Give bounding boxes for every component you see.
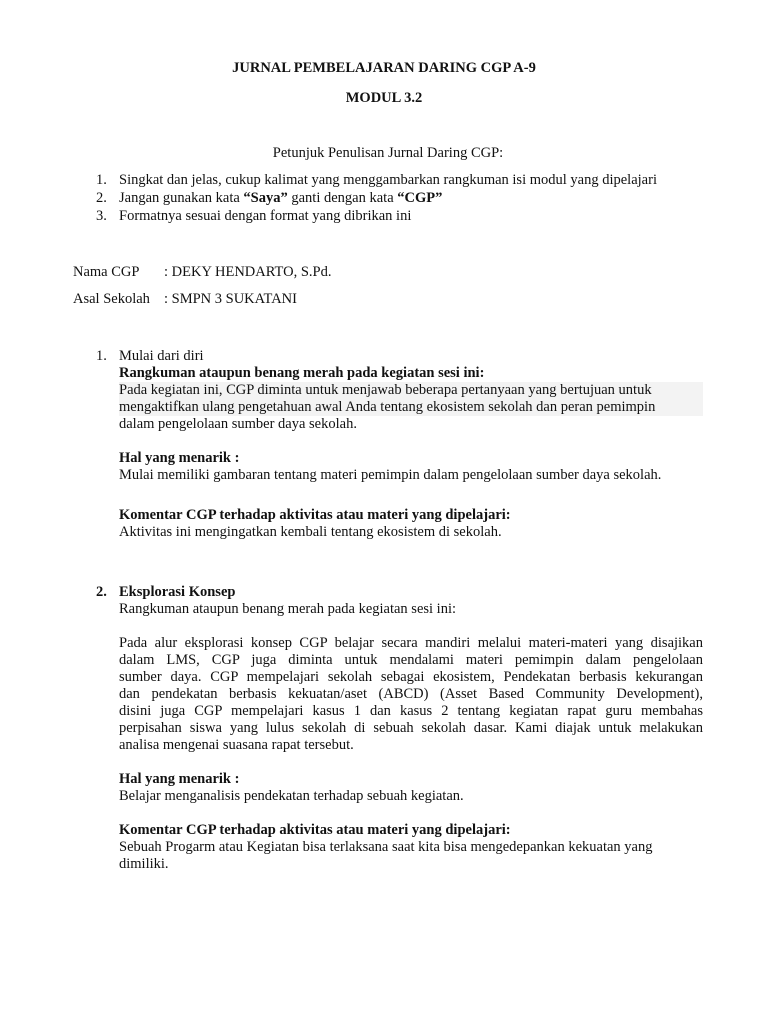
summary-line: disini juga CGP mempelajari kasus 1 dan kasus 2 tentang kegiatan rapat guru membahas bbox=[119, 703, 703, 719]
instruction-keyword-saya: “Saya” bbox=[243, 190, 288, 206]
list-number: 1. bbox=[96, 172, 107, 188]
comment-label: Komentar CGP terhadap aktivitas atau materi yang dipelajari: bbox=[119, 822, 511, 838]
summary-line: dan pendekatan berbasis kekuatan/aset (ABCD) (Asset Based Community Development), bbox=[119, 686, 703, 702]
instruction-item bbox=[96, 172, 716, 190]
section-number: 1. bbox=[96, 348, 107, 364]
summary-line: Pada kegiatan ini, CGP diminta untuk menjawab beberapa pertanyaan yang bertujuan untuk bbox=[119, 382, 703, 399]
list-number: 2. bbox=[96, 190, 107, 206]
comment-label: Komentar CGP terhadap aktivitas atau materi yang dipelajari: bbox=[119, 507, 511, 523]
list-number: 3. bbox=[96, 208, 107, 224]
instruction-text-mid: ganti dengan kata bbox=[287, 190, 398, 206]
summary-label: Rangkuman ataupun benang merah pada kegiatan sesi ini: bbox=[119, 365, 485, 381]
summary-line: sumber daya. CGP mempelajari sekolah sebagai ekosistem, Pendekatan berbasis kekurangan bbox=[119, 669, 703, 685]
section-mulai-dari-diri bbox=[119, 348, 703, 541]
interesting-label: Hal yang menarik : bbox=[119, 771, 240, 787]
school-label: Asal Sekolah bbox=[73, 291, 150, 307]
school-row bbox=[73, 291, 297, 308]
instruction-text bbox=[119, 190, 442, 208]
instruction-text-pre: Jangan gunakan kata bbox=[119, 190, 244, 206]
section-number: 2. bbox=[96, 584, 107, 600]
instruction-text: Formatnya sesuai dengan format yang dibrikan ini bbox=[119, 208, 412, 224]
section-heading: Eksplorasi Konsep bbox=[119, 584, 236, 600]
instructions-title: Petunjuk Penulisan Jurnal Daring CGP: bbox=[272, 145, 504, 161]
section-heading: Mulai dari diri bbox=[119, 348, 204, 364]
interesting-text: Belajar menganalisis pendekatan terhadap sebuah kegiatan. bbox=[119, 788, 464, 804]
instruction-keyword-cgp: “CGP” bbox=[397, 190, 443, 206]
document-title: JURNAL PEMBELAJARAN DARING CGP A-9 bbox=[232, 60, 536, 76]
instruction-item bbox=[96, 190, 716, 208]
module-title: MODUL 3.2 bbox=[345, 90, 423, 106]
school-value: : SMPN 3 SUKATANI bbox=[164, 291, 297, 307]
cgp-name-label: Nama CGP bbox=[73, 264, 140, 280]
cgp-name-row bbox=[73, 264, 332, 281]
summary-line: analisa mengenai suasana rapat tersebut. bbox=[119, 737, 354, 753]
summary-label: Rangkuman ataupun benang merah pada kegiatan sesi ini: bbox=[119, 601, 457, 617]
summary-line: dalam LMS, CGP juga diminta untuk mendalami materi pemimpin dalam pengelolaan bbox=[119, 652, 703, 668]
instruction-text: Singkat dan jelas, cukup kalimat yang menggambarkan rangkuman isi modul yang dipelajari bbox=[119, 172, 657, 188]
comment-text: Sebuah Progarm atau Kegiatan bisa terlaksana saat kita bisa mengedepankan kekuatan yang bbox=[119, 839, 653, 855]
summary-line: dalam pengelolaan sumber daya sekolah. bbox=[119, 416, 357, 432]
interesting-text: Mulai memiliki gambaran tentang materi pemimpin dalam pengelolaan sumber daya sekolah. bbox=[119, 467, 662, 483]
interesting-label: Hal yang menarik : bbox=[119, 450, 240, 466]
section-eksplorasi-konsep bbox=[119, 584, 703, 873]
summary-line: mengaktifkan ulang pengetahuan awal Anda tentang ekosistem sekolah dan peran pemimpin bbox=[119, 399, 703, 416]
cgp-name-value: : DEKY HENDARTO, S.Pd. bbox=[164, 264, 332, 280]
instructions-list bbox=[96, 172, 716, 226]
comment-text: Aktivitas ini mengingatkan kembali tentang ekosistem di sekolah. bbox=[119, 524, 502, 540]
comment-text: dimiliki. bbox=[119, 856, 169, 872]
summary-line: Pada alur eksplorasi konsep CGP belajar secara mandiri melalui materi-materi yang disajikan bbox=[119, 635, 703, 651]
instruction-item bbox=[96, 208, 716, 226]
summary-line: perpisahan siswa yang lulus sekolah di sebuah sekolah dasar. Kami diajak untuk melakukan bbox=[119, 720, 703, 736]
